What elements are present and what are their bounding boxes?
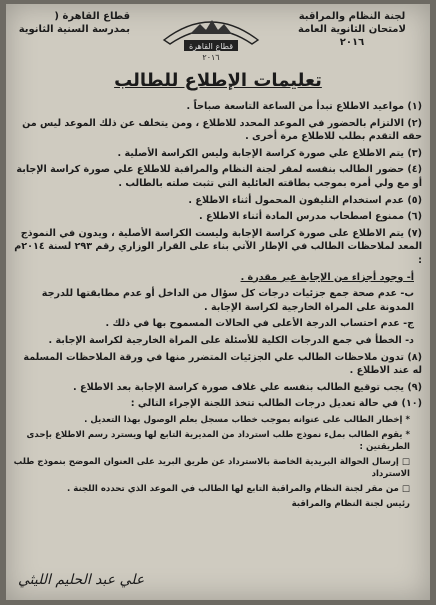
instruction-item: (١٠) في حالة تعديل درجات الطالب تتخذ اللجنة الإجراء التالي : bbox=[130, 398, 422, 410]
emblem-text: قطاع القاهرة bbox=[188, 42, 234, 51]
note-item: * يقوم الطالب بملء نموذج طلب استرداد من المديرية التابع لها ويسترد رسم الاطلاع بإحدى الطريقتين : bbox=[26, 429, 410, 452]
sub-item: أ- وجود أجزاء من الإجابة غير مقدرة . bbox=[240, 271, 414, 283]
note-item: □ من مقر لجنة النظام والمراقبة التابع لها الطالب في الموعد الذي تحدده اللجنة . bbox=[67, 483, 410, 494]
sub-item: ج- عدم احتساب الدرجة الأعلى في الحالات المسموح بها في ذلك . bbox=[105, 318, 414, 330]
signature: علي عبد الحليم الليثي bbox=[18, 572, 145, 588]
notice-sheet bbox=[6, 4, 430, 600]
exam-name: لامتحان الثانوية العامة bbox=[298, 24, 406, 35]
sub-item: د- الخطأ في جمع الدرجات الكلية للأسئلة على المراة الخارجية لكراسة الإجابة . bbox=[48, 334, 414, 346]
header bbox=[6, 8, 430, 70]
instruction-item: (٩) يجب توقيع الطالب بنفسه علي غلاف صورة كراسة الإجابة بعد الاطلاع . bbox=[73, 381, 422, 393]
page-title: تعليمات الإطلاع للطالب bbox=[114, 70, 322, 91]
school-name: بمدرسة السنية الثانوية bbox=[18, 24, 130, 35]
instruction-item: (٤) حضور الطالب بنفسه لمقر لجنة النظام والمراقبة للاطلاع علي صورة كراسة الإجابة أو مع ولي أمره بموجب بطاقته العائلية التي تثبت صلته بالطالب . bbox=[16, 164, 422, 189]
instructions-list bbox=[12, 100, 422, 513]
instruction-item: (٢) الالتزام بالحضور في الموعد المحدد للاطلاع ، ومن يتخلف عن ذلك الموعد ليس من حقه التقدم بطلب للاطلاع مرة أخرى . bbox=[22, 117, 422, 143]
committee-name: لجنة النظام والمراقبة bbox=[298, 11, 406, 22]
instruction-item: (٥) عدم استخدام التليفون المحمول أثناء الاطلاع . bbox=[188, 194, 422, 206]
instruction-item: (٣) يتم الاطلاع علي صورة كراسة الإجابة وليس الكراسة الأصلية . bbox=[117, 147, 422, 159]
chair-title: رئيس لجنة النظام والمراقبة bbox=[291, 498, 410, 509]
instruction-item: (٨) تدون ملاحظات الطالب علي الجزئيات المتضرر منها في ورقة الملاحظات المسلمة له عند الاطلاع . bbox=[23, 351, 422, 377]
emblem-logo bbox=[156, 10, 266, 62]
note-item: * إخطار الطالب على عنوانه بموجب خطاب مسجل بعلم الوصول بهذا التعديل . bbox=[84, 414, 410, 425]
instruction-item: (٦) ممنوع اصطحاب مدرس المادة أثناء الاطلاع . bbox=[199, 211, 422, 223]
sector-name: قطاع القاهرة ( bbox=[54, 11, 130, 22]
instruction-item: (١) مواعيد الاطلاع تبدأ من الساعة التاسعة صباحاً . bbox=[186, 101, 422, 112]
instruction-item: (٧) يتم الاطلاع على صورة كراسة الإجابة وليست الكراسة الأصلية ، ويدون في النموذج المعد لملاحظات الطالب في الإطار الآتي بناء على القرار الوزاري رقم ٢٩٣ لسنة ٢٠١٤م : bbox=[14, 227, 422, 266]
committee-block bbox=[282, 10, 422, 49]
note-item: □ إرسال الحوالة البريدية الخاصة بالاسترداد عن طريق البريد على العنوان الموضح بنموذج طلب الاسترداد bbox=[13, 456, 410, 479]
sector-block bbox=[10, 10, 130, 36]
sub-item: ب- عدم صحة جمع جزئيات درجات كل سؤال من الداخل أو عدم مطابقتها للدرجة المدونة على المراة الخارجية لكراسة الإجابة . bbox=[41, 288, 414, 313]
exam-year: ٢٠١٦ bbox=[339, 37, 365, 48]
emblem-year: ٢٠١٦ bbox=[202, 53, 220, 62]
